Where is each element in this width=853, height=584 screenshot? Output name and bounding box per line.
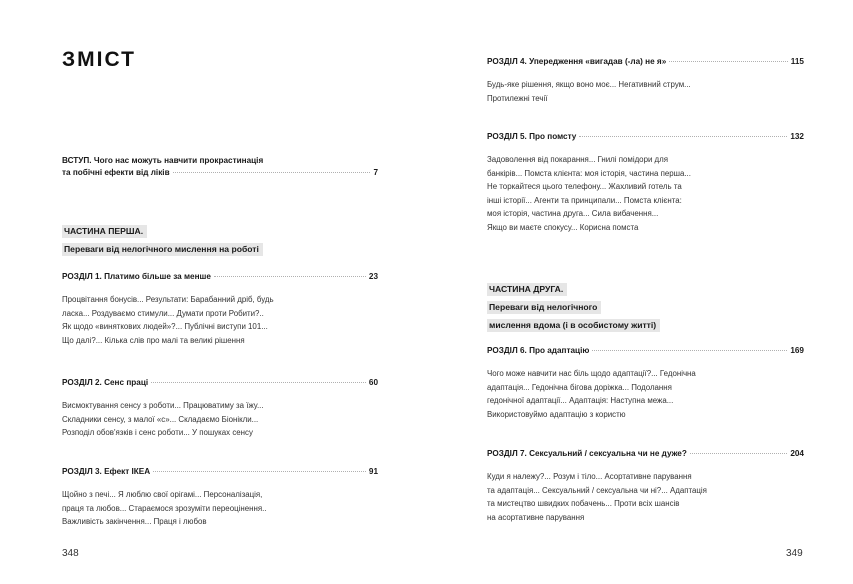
part-two-label: ЧАСТИНА ДРУГА.: [487, 283, 567, 296]
chapter-entry-1: [62, 271, 378, 347]
intro-page-number: 7: [373, 168, 378, 177]
chapter-page-number: 132: [790, 132, 804, 141]
dot-leader: [579, 136, 787, 137]
chapter-title: РОЗДІЛ 5. Про помсту: [487, 132, 577, 141]
summary-line: та мистецтво швидких побачень... Проти всіх шансів: [487, 499, 680, 508]
summary-line: моя історія, частина друга... Сила вибачення...: [487, 209, 659, 218]
summary-line: інші історії... Агенти та принципали... Помста клієнта:: [487, 195, 682, 205]
chapter-entry-2: [62, 377, 378, 440]
chapter-title: РОЗДІЛ 4. Упередження «вигадав (-ла) не я»: [487, 57, 667, 66]
chapter-entry-5: [487, 131, 804, 234]
dot-leader: [669, 61, 788, 62]
intro-title-line2: та побічні ефекти від ліків: [62, 168, 170, 177]
part-two-subtitle-line1: Переваги від нелогічного: [487, 301, 601, 314]
chapter-page-number: 169: [790, 346, 804, 355]
summary-line: та адаптація... Сексуальний / сексуальна чи ні?... Адаптація: [487, 485, 707, 495]
dot-leader: [153, 471, 366, 472]
summary-line: ласка... Роздуваємо стимули... Думати проти Робити?..: [62, 308, 264, 318]
summary-line: Чого може навчити нас біль щодо адаптації?... Гедонічна: [487, 369, 696, 378]
chapter-summary: [487, 367, 804, 421]
chapter-title: РОЗДІЛ 2. Сенс праці: [62, 378, 149, 387]
summary-line: Будь-яке рішення, якщо воно моє... Негативний струм...: [487, 80, 691, 89]
chapter-title: РОЗДІЛ 7. Сексуальний / сексуальна чи не дуже?: [487, 449, 687, 458]
summary-line: Процвітання бонусів... Результати: Барабанний дріб, будь: [62, 295, 274, 304]
part-one-subtitle: Переваги від нелогічного мислення на роботі: [62, 243, 263, 256]
summary-line: на асортативне парування: [487, 512, 585, 522]
chapter-entry-3: [62, 466, 378, 529]
chapter-entry-4: [487, 56, 804, 105]
left-page-number: 348: [62, 548, 79, 559]
chapter-summary: [62, 399, 378, 440]
part-one-heading: [62, 221, 263, 257]
summary-line: Важливість закінчення... Праця і любов: [62, 517, 207, 526]
dot-leader: [690, 453, 787, 454]
dot-leader: [214, 276, 366, 277]
chapter-entry-6: [487, 345, 804, 421]
summary-line: Складники сенсу, з малої «с»... Складаємо Біонікли...: [62, 414, 259, 424]
summary-line: Використовуймо адаптацію з користю: [487, 409, 626, 419]
chapter-page-number: 60: [368, 378, 378, 387]
summary-line: адаптація... Гедонічна бігова доріжка... Подолання: [487, 382, 672, 392]
summary-line: гедонічної адаптації... Адаптація: Наступна межа...: [487, 396, 674, 405]
chapter-summary: [487, 470, 804, 524]
chapter-title: РОЗДІЛ 1. Платимо більше за менше: [62, 272, 211, 281]
summary-line: Не торкайтеся цього телефону... Жахливий готель та: [487, 182, 682, 191]
chapter-summary: [62, 293, 378, 347]
dot-leader: [173, 172, 371, 173]
summary-line: Висмоктування сенсу з роботи... Працюватиму за їжу...: [62, 401, 264, 410]
summary-line: Що далі?... Кілька слів про малі та великі рішення: [62, 335, 245, 345]
chapter-summary: [62, 488, 378, 529]
summary-line: Щойно з печі... Я люблю свої орігамі... Персоналізація,: [62, 490, 263, 499]
summary-line: Як щодо «виняткових людей»?... Публічні виступи 101...: [62, 322, 268, 331]
summary-line: Якщо ви маєте спокусу... Корисна помста: [487, 222, 639, 232]
chapter-summary: [487, 78, 804, 105]
chapter-summary: [487, 153, 804, 234]
part-two-heading: [487, 279, 660, 333]
summary-line: банкірів... Помста клієнта: моя історія, частина перша...: [487, 168, 691, 178]
chapter-title: РОЗДІЛ 3. Ефект ІКЕА: [62, 467, 151, 476]
dot-leader: [151, 382, 366, 383]
dot-leader: [592, 350, 787, 351]
summary-line: Протилежні течії: [487, 93, 548, 103]
intro-entry: [62, 155, 378, 179]
right-page-number: 349: [786, 548, 803, 559]
chapter-page-number: 23: [368, 272, 378, 281]
summary-line: праця та любов... Стараємося зрозуміти переоцінення..: [62, 503, 267, 513]
part-one-label: ЧАСТИНА ПЕРША.: [62, 225, 147, 238]
chapter-page-number: 204: [790, 449, 804, 458]
part-two-subtitle-line2: мислення вдома (і в особистому житті): [487, 319, 660, 332]
chapter-title: РОЗДІЛ 6. Про адаптацію: [487, 346, 590, 355]
summary-line: Задоволення від покарання... Гнилі помідори для: [487, 155, 669, 164]
summary-line: Куди я належу?... Розум і тіло... Асортативне парування: [487, 472, 692, 481]
contents-title: ЗМІСТ: [62, 48, 136, 71]
chapter-entry-7: [487, 448, 804, 524]
intro-title-line1: ВСТУП. Чого нас можуть навчити прокрастинація: [62, 156, 264, 165]
chapter-page-number: 115: [790, 57, 804, 66]
chapter-page-number: 91: [368, 467, 378, 476]
summary-line: Розподіл обов'язків і сенс роботи... У пошуках сенсу: [62, 428, 253, 437]
